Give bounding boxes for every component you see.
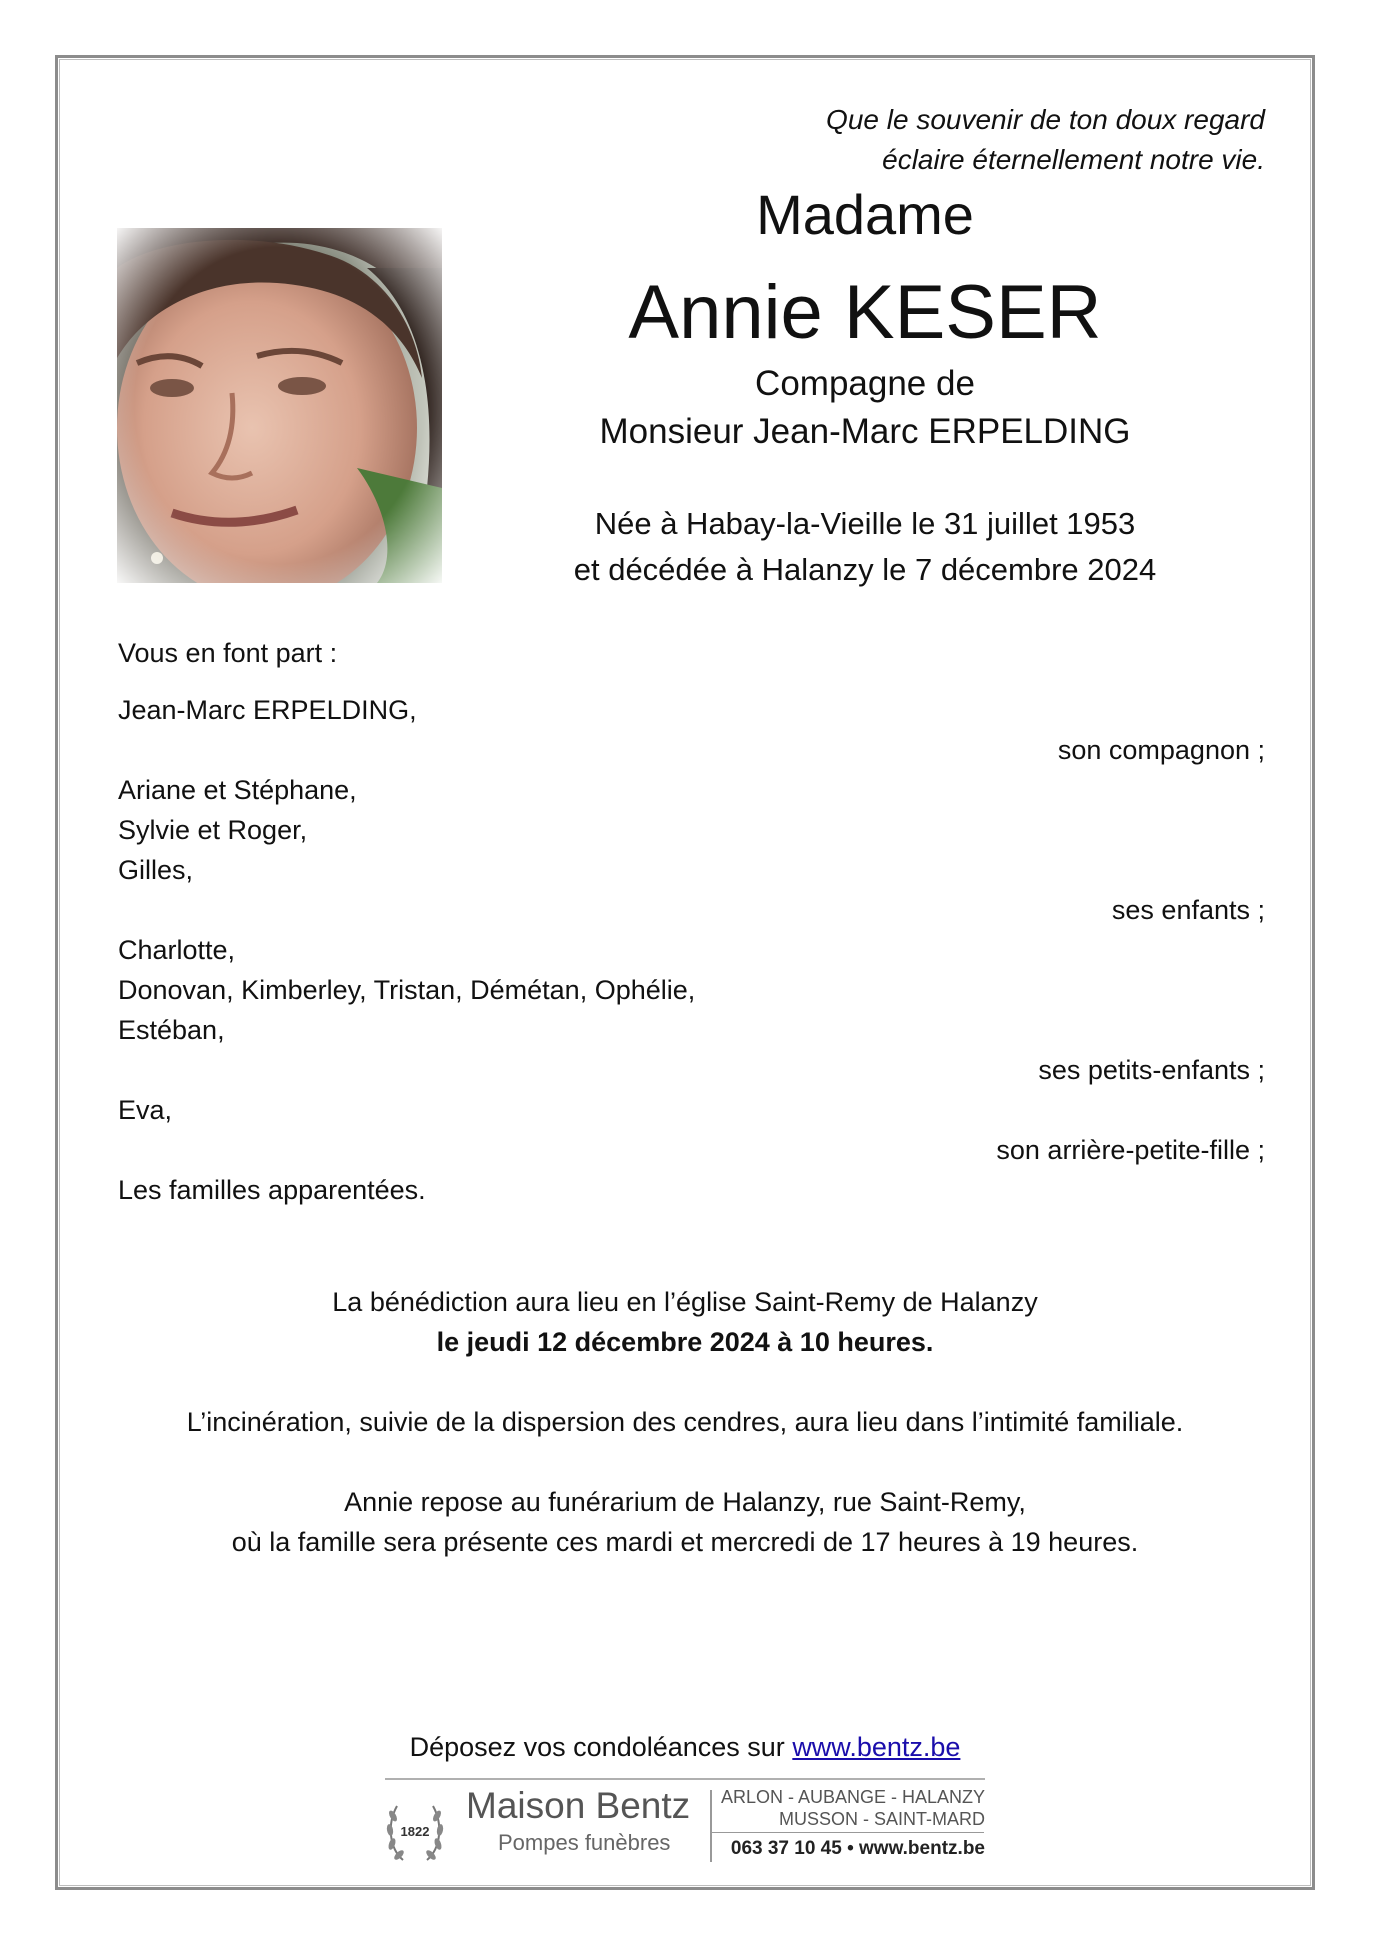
family-child-3: Gilles, <box>118 855 194 885</box>
footer-contact-rule <box>712 1832 984 1833</box>
family-intro: Vous en font part : <box>118 638 338 668</box>
family-child-2: Sylvie et Roger, <box>118 815 308 845</box>
seal-year: 1822 <box>400 1824 430 1839</box>
ceremony-rest-1: Annie repose au funérarium de Halanzy, rue Saint-Remy, <box>344 1487 1026 1517</box>
family-children-role: ses enfants ; <box>1111 895 1265 925</box>
family-grandchild-3: Estéban, <box>118 1015 225 1045</box>
ceremony-cremation: L’incinération, suivie de la dispersion des cendres, aura lieu dans l’intimité familiale. <box>186 1407 1184 1437</box>
footer-divider <box>385 1778 985 1780</box>
footer-separator <box>710 1790 712 1862</box>
birth-line: Née à Habay-la-Vieille le 31 juillet 1953 <box>594 506 1136 541</box>
epitaph-line-2: éclaire éternellement notre vie. <box>882 144 1265 175</box>
family-child-1: Ariane et Stéphane, <box>118 775 357 805</box>
family-grandchildren-role: ses petits-enfants ; <box>1038 1055 1265 1085</box>
ceremony-date: le jeudi 12 décembre 2024 à 10 heures. <box>436 1327 934 1357</box>
death-line: et décédée à Halanzy le 7 décembre 2024 <box>573 552 1157 587</box>
deceased-name: Annie KESER <box>628 270 1102 355</box>
footer-contact: 063 37 10 45 • www.bentz.be <box>730 1838 985 1859</box>
family-companion-role: son compagnon ; <box>1057 735 1265 765</box>
family-grandchild-2: Donovan, Kimberley, Tristan, Démétan, Ophélie, <box>118 975 696 1005</box>
epitaph-line-1: Que le souvenir de ton doux regard <box>826 104 1265 135</box>
companion-name: Monsieur Jean-Marc ERPELDING <box>599 412 1131 451</box>
brand-name: Maison Bentz <box>466 1785 691 1826</box>
family-grandchild-1: Charlotte, <box>118 935 236 965</box>
brand-subtitle: Pompes funèbres <box>498 1830 671 1855</box>
portrait-photo <box>117 228 442 583</box>
family-great-grandchild: Eva, <box>118 1095 173 1125</box>
ceremony-blessing: La bénédiction aura lieu en l’église Saint-Remy de Halanzy <box>332 1287 1038 1317</box>
title-madame: Madame <box>756 183 974 246</box>
laurel-seal-icon <box>385 1788 445 1868</box>
ceremony-rest-2: où la famille sera présente ces mardi et mercredi de 17 heures à 19 heures. <box>231 1527 1139 1557</box>
condolences <box>55 1727 1315 1767</box>
family-relatives: Les familles apparentées. <box>118 1175 426 1205</box>
condolences-text: Déposez vos condoléances sur <box>409 1732 793 1762</box>
family-great-grandchild-role: son arrière-petite-fille ; <box>996 1135 1265 1165</box>
footer-towns-2: MUSSON - SAINT-MARD <box>778 1809 985 1829</box>
family-companion: Jean-Marc ERPELDING, <box>118 695 417 725</box>
footer-towns-1: ARLON - AUBANGE - HALANZY <box>720 1787 985 1807</box>
companion-label: Compagne de <box>755 364 975 403</box>
epitaph <box>826 100 1265 180</box>
condolences-link[interactable]: www.bentz.be <box>792 1732 961 1762</box>
